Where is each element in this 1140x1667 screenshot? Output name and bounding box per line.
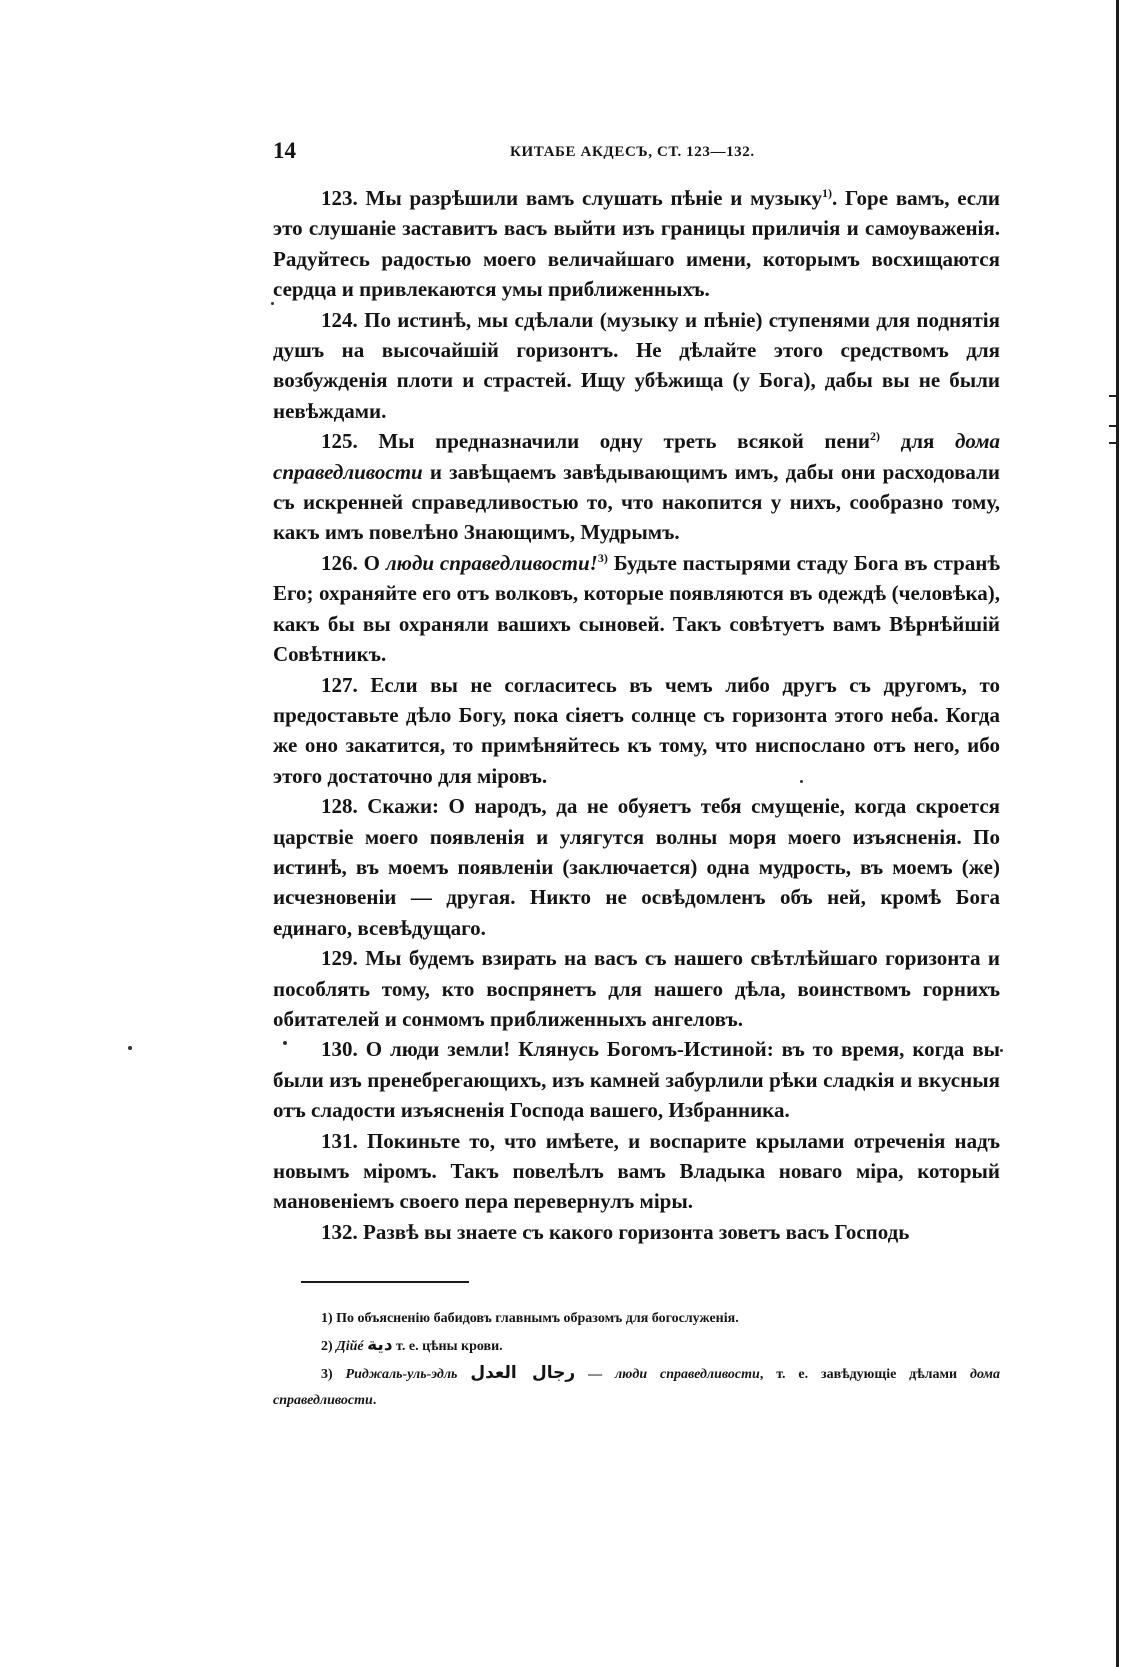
scan-edge-mark: [1109, 425, 1117, 427]
footnotes: [273, 1306, 1000, 1414]
verse-127: [273, 670, 1000, 792]
scan-edge-mark: [1109, 442, 1117, 444]
verse-text: . Горе вамъ, если это слушаніе заставитъ васъ выйти изъ границы приличія и самоуваженія. Радуйтесь радостью моего величайшаго имени, которымъ восхищаются сердца и привлекаются умы приближенныхъ.: [273, 186, 1001, 302]
book-page: [273, 138, 1000, 1414]
scan-speck: [1000, 1049, 1003, 1052]
verse-text: О люди земли! Клянусь Богомъ-Истиной: въ то время, когда вы были изъ пренебрегающихъ, изъ камней забурлили рѣки сладкія и вкусныя отъ сладости изъясненія Господа вашего, Избранника.: [273, 1037, 1000, 1123]
scan-edge: [1116, 0, 1119, 1667]
verse-text: Мы разрѣшили вамъ слушать пѣніе и музыку: [365, 186, 823, 210]
footnote-ref: 1): [822, 186, 833, 200]
verse-number: 131.: [321, 1128, 358, 1153]
verse-text: Скажи: О народъ, да не обуяетъ тебя смущеніе, когда скроется царствіе моего появленія и улягутся волны моря моего изъясненія. По истинѣ, въ моемъ появленіи (заключается) одна мудрость, въ моемъ (же) исчезновеніи — другая. Никто не освѣдомленъ объ ней, кромѣ Бога единаго, всевѣдущаго.: [273, 794, 1000, 940]
arabic-term: دية: [367, 1335, 393, 1356]
verse-text: Мы будемъ взирать на васъ съ нашего свѣтлѣйшаго горизонта и пособлять тому, кто воспрянетъ для нашего дѣла, воинствомъ горнихъ обитателей и сонмомъ приближенныхъ ангеловъ.: [273, 946, 1000, 1031]
verse-text: Мы предназначили одну треть всякой пени: [378, 429, 871, 454]
verse-number: 128.: [321, 794, 358, 819]
body-text: [273, 183, 1000, 1247]
italic-term: дома справедливости: [273, 1367, 1001, 1409]
italic-term: люди справедливости!: [385, 550, 598, 575]
verse-number: 130.: [321, 1037, 358, 1062]
footnote-text: , т. е. завѣдующіе дѣлами: [759, 1367, 970, 1383]
verse-124: [273, 305, 1000, 427]
transliteration: Дійé: [336, 1339, 364, 1355]
arabic-term: رجال العدل: [470, 1363, 576, 1384]
verse-text: Будьте пастырями стаду Бога въ странѣ Его; охраняйте его отъ волковъ, которые появляются въ одеждѣ (человѣка), какъ бы вы охраняли вашихъ сыновей. Такъ совѣтуетъ вамъ Вѣрнѣйшій Совѣтникъ.: [273, 550, 1000, 667]
footnote-1: [273, 1306, 1000, 1332]
footnote-text: 1) По объясненію бабидовъ главнымъ образомъ для богослуженія.: [321, 1311, 739, 1327]
verse-text: О: [363, 550, 386, 575]
verse-number: 126.: [321, 550, 358, 575]
verse-text: Покиньте то, что имѣете, и воспарите крылами отреченія надъ новымъ міромъ. Такъ повелѣлъ вамъ Владыка новаго міра, который мановеніемъ своего пера перевернулъ міры.: [273, 1128, 1001, 1214]
scan-speck: [283, 1041, 287, 1045]
footnote-3: [273, 1360, 1000, 1414]
footnote-text: т. е. цѣны крови.: [392, 1339, 503, 1355]
italic-term: дома справедливости: [273, 429, 1000, 484]
verse-132: [273, 1217, 1000, 1247]
scan-speck: [128, 1046, 132, 1050]
verse-text: для: [880, 429, 955, 454]
verse-number: 123.: [321, 186, 358, 210]
spacer: [457, 1367, 470, 1382]
verse-125: [273, 426, 1000, 548]
verse-131: [273, 1126, 1000, 1217]
verse-number: 125.: [321, 429, 358, 454]
verse-text: Если вы не согласитесь въ чемъ либо другъ съ другомъ, то предоставьте дѣло Богу, пока сіяетъ солнце съ горизонта этого неба. Когда же оно закатится, то примѣняйтесь къ тому, что ниспослано отъ него, ибо этого достаточно для міровъ.: [273, 672, 1000, 788]
verse-128: [273, 791, 1000, 943]
verse-126: [273, 548, 1000, 670]
verse-number: 129.: [321, 946, 358, 971]
scan-speck: [800, 780, 803, 783]
footnote-text: .: [372, 1393, 377, 1409]
verse-number: 127.: [321, 672, 358, 697]
verse-text: и завѣщаемъ завѣдывающимъ имъ, дабы они расходовали съ искренней справедливостью то, что накопится у нихъ, сообразно тому, какъ имъ повелѣно Знающимъ, Мудрымъ.: [273, 459, 1000, 545]
scan-speck: [271, 302, 274, 305]
verse-number: 124.: [321, 307, 358, 332]
verse-text: Развѣ вы знаете съ какого горизонта зоветъ васъ Господь: [363, 1219, 910, 1244]
footnote-marker: 2): [321, 1339, 337, 1355]
verse-number: 132.: [321, 1219, 358, 1244]
italic-term: люди справедливости: [614, 1367, 760, 1383]
scan-edge-mark: [1109, 395, 1117, 397]
footnote-text: —: [575, 1367, 615, 1383]
footnote-ref: 2): [870, 429, 881, 444]
running-head: КИТАБЕ АКДЕСЪ, СТ. 123—132.: [510, 144, 755, 160]
verse-123: [273, 183, 1000, 305]
page-number: 14: [273, 138, 296, 163]
transliteration: Риджаль-уль-эдль: [345, 1367, 458, 1383]
verse-text: По истинѣ, мы сдѣлали (музыку и пѣніе) ступенями для поднятія душъ на высочайшій горизонтъ. Не дѣлайте этого средствомъ для возбужденія плоти и страстей. Ищу убѣжища (у Бога), дабы вы не были невѣждами.: [273, 307, 1001, 423]
footnote-2: [273, 1332, 1000, 1360]
verse-130: [273, 1034, 1000, 1125]
verse-129: [273, 943, 1000, 1034]
footnote-marker: 3): [321, 1367, 346, 1383]
page-header: [273, 138, 1000, 172]
footnote-rule: [301, 1281, 469, 1283]
footnote-ref: 3): [597, 550, 608, 565]
